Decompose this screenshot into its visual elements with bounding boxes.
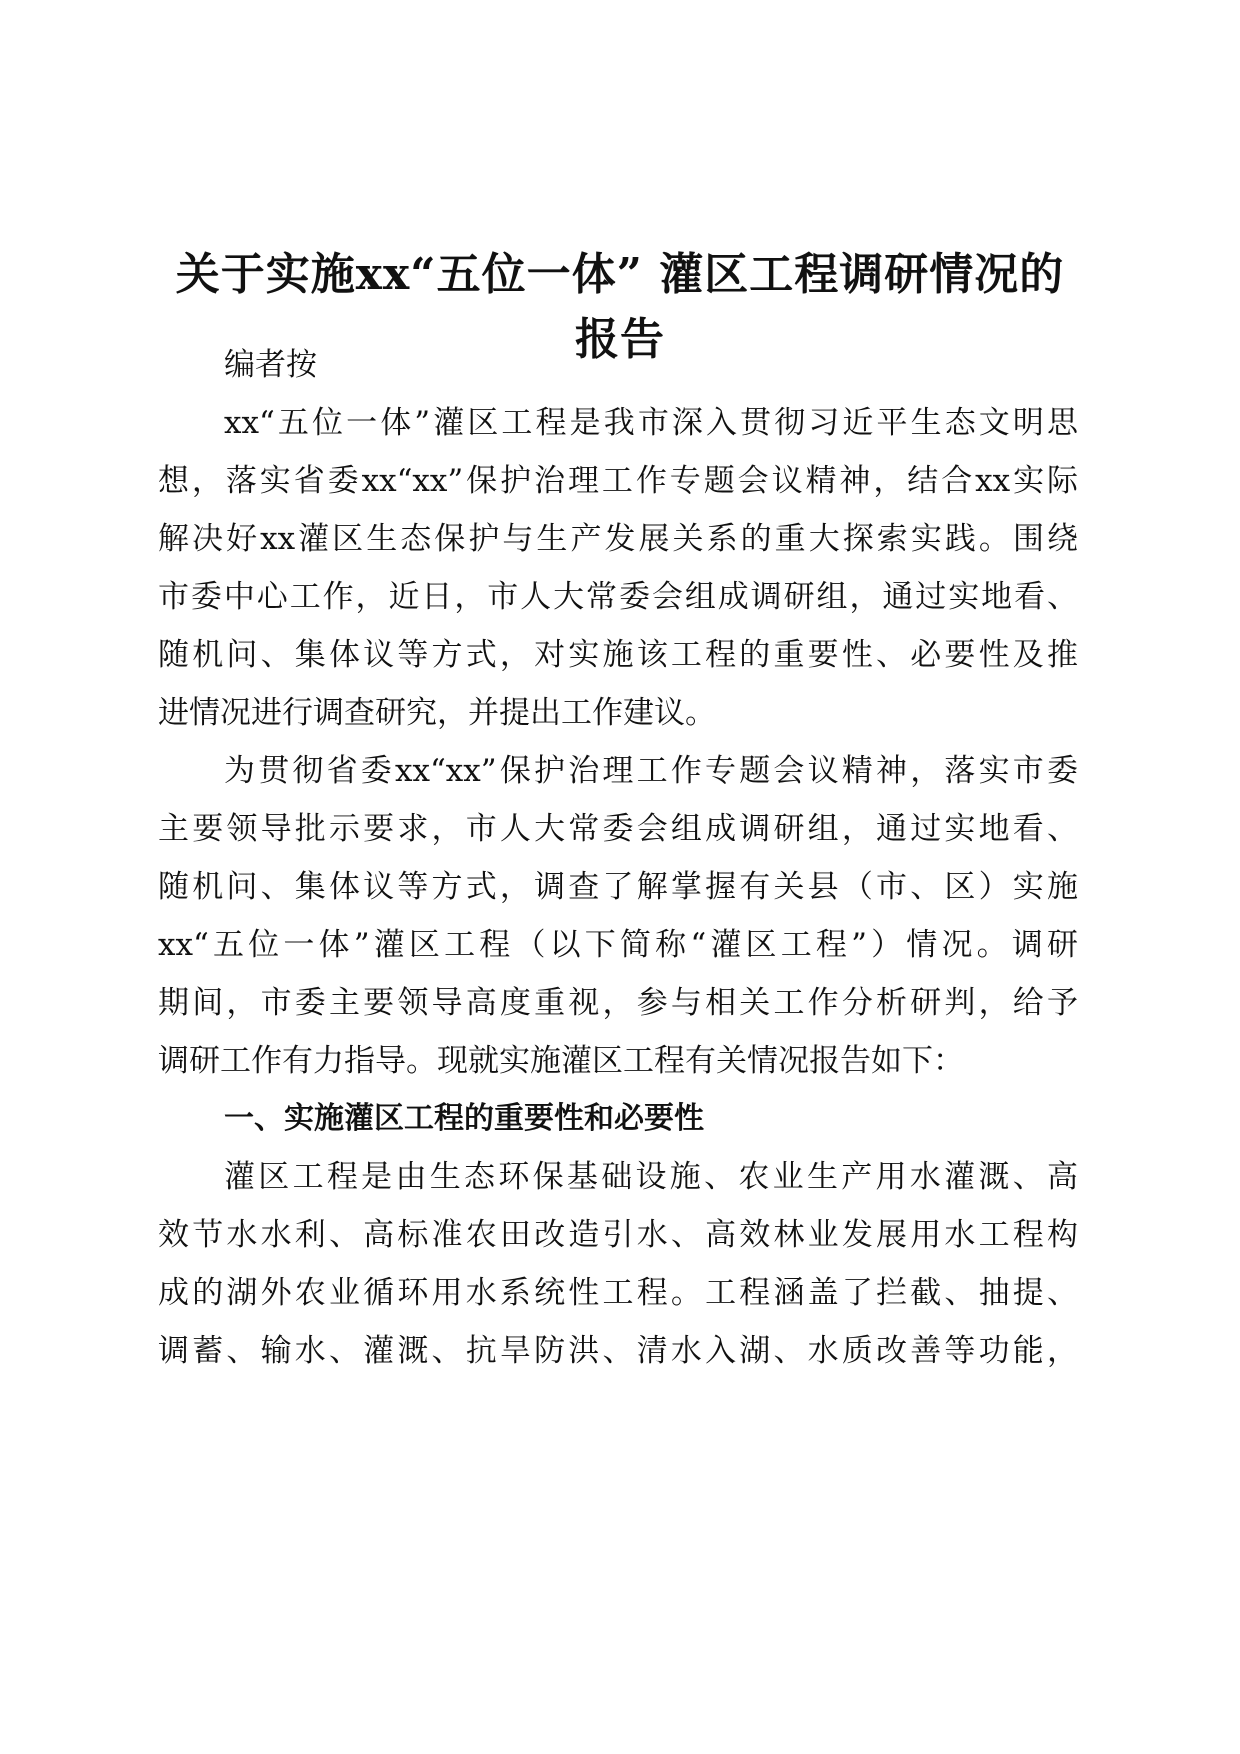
editor-note-label: 编者按 — [224, 347, 317, 383]
paragraph-1-line: 进情况进行调查研究，并提出工作建议。 — [158, 695, 716, 731]
paragraph-2-line: 调研工作有力指导。现就实施灌区工程有关情况报告如下： — [158, 1043, 964, 1079]
section-1-heading: 一、实施灌区工程的重要性和必要性 — [224, 1101, 704, 1136]
paragraph-3-line: 效节水水利、高标准农田改造引水、高效林业发展用水工程构 — [158, 1217, 1078, 1253]
paragraph-2-line: xx“五位一体”灌区工程（以下简称“灌区工程”）情况。调研 — [158, 927, 1078, 963]
paragraph-1-line: xx“五位一体”灌区工程是我市深入贯彻习近平生态文明思 — [224, 405, 1078, 441]
paragraph-1-line: 想，落实省委xx“xx”保护治理工作专题会议精神，结合xx实际 — [158, 463, 1078, 499]
paragraph-2-line: 期间，市委主要领导高度重视，参与相关工作分析研判，给予 — [158, 985, 1078, 1021]
paragraph-2-line: 主要领导批示要求，市人大常委会组成调研组，通过实地看、 — [158, 811, 1078, 847]
paragraph-3-line: 调蓄、输水、灌溉、抗旱防洪、清水入湖、水质改善等功能， — [158, 1333, 1078, 1369]
document-title-line-2: 报告 — [575, 314, 665, 365]
paragraph-3-line: 成的湖外农业循环用水系统性工程。工程涵盖了拦截、抽提、 — [158, 1275, 1078, 1311]
paragraph-2-line: 随机问、集体议等方式，调查了解掌握有关县（市、区）实施 — [158, 869, 1078, 905]
paragraph-1-line: 解决好xx灌区生态保护与生产发展关系的重大探索实践。围绕 — [158, 521, 1078, 557]
paragraph-1-line: 市委中心工作，近日，市人大常委会组成调研组，通过实地看、 — [158, 579, 1078, 615]
paragraph-2-line: 为贯彻省委xx“xx”保护治理工作专题会议精神，落实市委 — [224, 753, 1078, 789]
paragraph-3-line: 灌区工程是由生态环保基础设施、农业生产用水灌溉、高 — [224, 1159, 1078, 1195]
document-title-line-1: 关于实施xx“五位一体” 灌区工程调研情况的 — [175, 249, 1065, 300]
paragraph-1-line: 随机问、集体议等方式，对实施该工程的重要性、必要性及推 — [158, 637, 1078, 673]
